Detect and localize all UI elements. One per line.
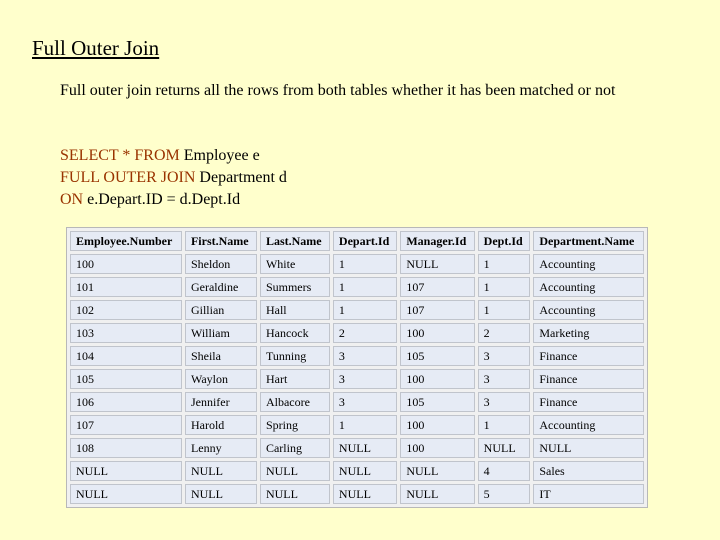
column-header: Depart.Id: [333, 231, 397, 251]
table-cell: NULL: [70, 484, 182, 504]
column-header: Last.Name: [260, 231, 330, 251]
table-cell: Accounting: [533, 254, 644, 274]
table-cell: NULL: [400, 254, 474, 274]
sql-query: [60, 145, 287, 211]
table-cell: 100: [400, 438, 474, 458]
table-cell: 1: [478, 300, 531, 320]
table-row: [70, 277, 644, 297]
table-cell: 1: [478, 277, 531, 297]
table-cell: Accounting: [533, 415, 644, 435]
column-header: Manager.Id: [400, 231, 474, 251]
table-cell: 102: [70, 300, 182, 320]
table-cell: 100: [400, 369, 474, 389]
table-cell: Summers: [260, 277, 330, 297]
table-cell: 2: [333, 323, 397, 343]
sql-text-join: Department d: [195, 169, 287, 186]
table-cell: 2: [478, 323, 531, 343]
table-cell: 105: [70, 369, 182, 389]
sql-line-join: [60, 167, 287, 189]
table-cell: 3: [478, 392, 531, 412]
table-cell: NULL: [185, 461, 257, 481]
table-cell: William: [185, 323, 257, 343]
table-cell: NULL: [260, 484, 330, 504]
table-cell: 101: [70, 277, 182, 297]
table-cell: 1: [478, 254, 531, 274]
table-cell: NULL: [400, 461, 474, 481]
table-cell: Accounting: [533, 277, 644, 297]
table-row: [70, 461, 644, 481]
table-cell: Hancock: [260, 323, 330, 343]
table-cell: 105: [400, 346, 474, 366]
result-table: [66, 227, 648, 508]
table-row: [70, 300, 644, 320]
column-header: Dept.Id: [478, 231, 531, 251]
table-row: [70, 369, 644, 389]
table-cell: Geraldine: [185, 277, 257, 297]
sql-line-select: [60, 145, 287, 167]
table-row: [70, 415, 644, 435]
table-cell: NULL: [333, 461, 397, 481]
table-row: [70, 438, 644, 458]
table-cell: Hall: [260, 300, 330, 320]
column-header: Employee.Number: [70, 231, 182, 251]
table-cell: Spring: [260, 415, 330, 435]
table-cell: Harold: [185, 415, 257, 435]
column-header: First.Name: [185, 231, 257, 251]
table-cell: 1: [333, 277, 397, 297]
table-cell: NULL: [533, 438, 644, 458]
table-cell: Finance: [533, 369, 644, 389]
table-cell: 104: [70, 346, 182, 366]
table-cell: NULL: [185, 484, 257, 504]
table-cell: 3: [478, 346, 531, 366]
table-cell: IT: [533, 484, 644, 504]
table-cell: NULL: [333, 438, 397, 458]
table-cell: 107: [400, 300, 474, 320]
table-cell: 1: [333, 254, 397, 274]
table-header-row: [70, 231, 644, 251]
table-cell: 1: [333, 415, 397, 435]
table-cell: Sales: [533, 461, 644, 481]
table-cell: 3: [333, 392, 397, 412]
table-cell: 105: [400, 392, 474, 412]
table-row: [70, 392, 644, 412]
slide-title: Full Outer Join: [32, 36, 160, 60]
table-cell: Marketing: [533, 323, 644, 343]
table-cell: Carling: [260, 438, 330, 458]
table-cell: Finance: [533, 392, 644, 412]
table-cell: 5: [478, 484, 531, 504]
table-body: [70, 254, 644, 504]
table-cell: 108: [70, 438, 182, 458]
table-cell: White: [260, 254, 330, 274]
table-row: [70, 484, 644, 504]
table-cell: 107: [400, 277, 474, 297]
table-cell: 1: [478, 415, 531, 435]
sql-keyword-on: ON: [60, 191, 84, 208]
table-cell: Finance: [533, 346, 644, 366]
table-cell: 106: [70, 392, 182, 412]
table-cell: 100: [400, 415, 474, 435]
table-row: [70, 254, 644, 274]
sql-keyword-join: FULL OUTER JOIN: [60, 169, 196, 186]
sql-text-select: Employee e: [179, 147, 260, 164]
table-cell: 1: [333, 300, 397, 320]
table-row: [70, 323, 644, 343]
table-cell: NULL: [478, 438, 531, 458]
table-cell: Gillian: [185, 300, 257, 320]
table-row: [70, 346, 644, 366]
table-cell: Tunning: [260, 346, 330, 366]
sql-keyword-select: SELECT * FROM: [60, 147, 180, 164]
sql-text-on: e.Depart.ID = d.Dept.Id: [83, 191, 241, 208]
table-cell: NULL: [260, 461, 330, 481]
table-cell: 3: [478, 369, 531, 389]
table-cell: NULL: [333, 484, 397, 504]
table-cell: 103: [70, 323, 182, 343]
table-cell: Hart: [260, 369, 330, 389]
column-header: Department.Name: [533, 231, 644, 251]
table-cell: 100: [70, 254, 182, 274]
table-cell: Jennifer: [185, 392, 257, 412]
table-cell: NULL: [400, 484, 474, 504]
table-cell: Sheila: [185, 346, 257, 366]
table-cell: NULL: [70, 461, 182, 481]
sql-line-on: [60, 189, 287, 211]
table-cell: 4: [478, 461, 531, 481]
table-cell: 3: [333, 346, 397, 366]
table-cell: 3: [333, 369, 397, 389]
table-cell: 100: [400, 323, 474, 343]
table-cell: Waylon: [185, 369, 257, 389]
table-cell: Albacore: [260, 392, 330, 412]
table-cell: Accounting: [533, 300, 644, 320]
slide-description: Full outer join returns all the rows from both tables whether it has been matched or not: [60, 82, 616, 99]
table-cell: 107: [70, 415, 182, 435]
table-cell: Lenny: [185, 438, 257, 458]
table-cell: Sheldon: [185, 254, 257, 274]
